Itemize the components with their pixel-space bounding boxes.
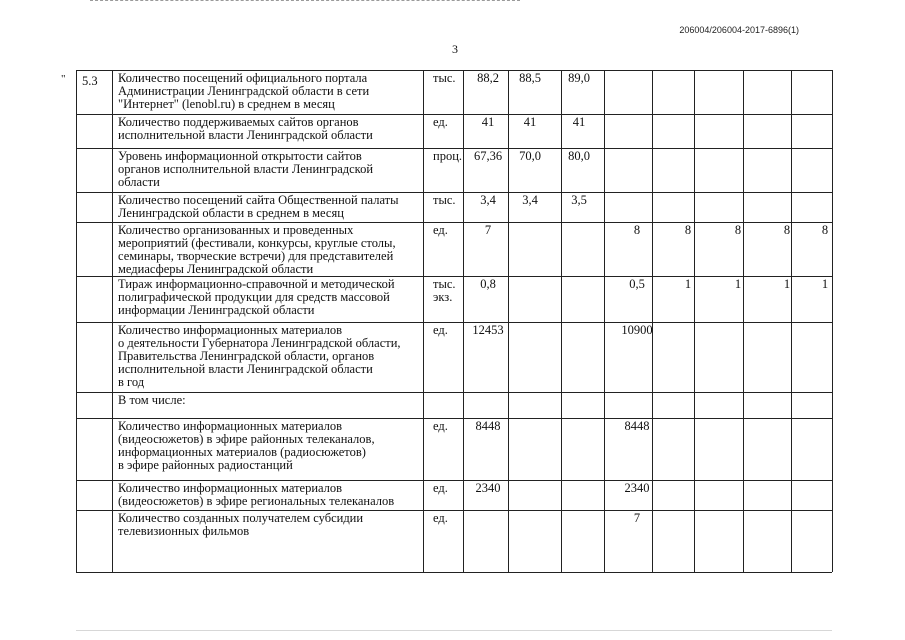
indicator-name-line: Количество информационных материалов <box>118 323 343 337</box>
indicator-name-line: о деятельности Губернатора Ленинградской области, <box>118 336 401 350</box>
quote-mark: " <box>61 73 66 85</box>
value-cell: 1 <box>783 277 791 291</box>
indicator-name-line: информации Ленинградской области <box>118 303 315 317</box>
indicator-name-line: телевизионных фильмов <box>118 524 250 538</box>
indicator-name-line: информационных материалов (радиосюжетов) <box>118 445 366 459</box>
value-cell: 41 <box>572 115 586 129</box>
row-number: 5.3 <box>82 74 98 88</box>
table-column-line <box>743 70 744 572</box>
value-cell: 88,2 <box>477 71 499 85</box>
value-cell: 41 <box>481 115 495 129</box>
indicator-name-line: исполнительной власти Ленинградской области <box>118 362 373 376</box>
indicator-name-line: "Интернет" (lenobl.ru) в среднем в месяц <box>118 97 335 111</box>
value-cell: 1 <box>684 277 692 291</box>
table-column-line <box>561 70 562 572</box>
indicator-name-line: Количество созданных получателем субсидии <box>118 511 364 525</box>
value-cell: 2340 <box>624 481 650 495</box>
table-row-line <box>76 572 832 573</box>
value-cell: 1 <box>821 277 829 291</box>
value-cell: 70,0 <box>519 149 541 163</box>
value-cell: 2340 <box>475 481 501 495</box>
unit-label: ед. <box>433 481 448 495</box>
indicator-name-line: Уровень информационной открытости сайтов <box>118 149 362 163</box>
table-column-line <box>112 70 113 572</box>
unit-label: проц. <box>433 149 463 163</box>
value-cell: 8 <box>633 223 641 237</box>
indicator-name-line: Администрации Ленинградской области в сети <box>118 84 370 98</box>
indicator-name-line: полиграфической продукции для средств массовой <box>118 290 390 304</box>
indicator-name-line: Количество посещений сайта Общественной палаты <box>118 193 399 207</box>
value-cell: 12453 <box>472 323 504 337</box>
value-cell: 89,0 <box>568 71 590 85</box>
indicator-name-line: Количество информационных материалов <box>118 481 343 495</box>
unit-label: тыс. <box>433 193 456 207</box>
indicator-name-line: в год <box>118 375 145 389</box>
value-cell: 8 <box>783 223 791 237</box>
indicator-name-line: В том числе: <box>118 393 186 407</box>
value-cell: 1 <box>734 277 742 291</box>
table-column-line <box>832 70 833 572</box>
indicator-name-line: Количество информационных материалов <box>118 419 343 433</box>
indicator-name-line: органов исполнительной власти Ленинградской <box>118 162 374 176</box>
unit-label: ед. <box>433 511 448 525</box>
scan-top-rule <box>90 0 520 1</box>
table-row-line <box>76 392 832 393</box>
value-cell: 8 <box>821 223 829 237</box>
document-id: 206004/206004-2017-6896(1) <box>679 25 799 35</box>
value-cell: 3,4 <box>480 193 496 207</box>
table-column-line <box>694 70 695 572</box>
indicator-name-line: Количество организованных и проведенных <box>118 223 354 237</box>
unit-label: ед. <box>433 115 448 129</box>
table-column-line <box>604 70 605 572</box>
unit-label: ед. <box>433 419 448 433</box>
unit-label: тыс. <box>433 71 456 85</box>
value-cell: 0,8 <box>480 277 496 291</box>
table-column-line <box>463 70 464 572</box>
table-column-line <box>652 70 653 572</box>
indicator-name-line: Правительства Ленинградской области, органов <box>118 349 375 363</box>
indicator-name-line: области <box>118 175 160 189</box>
table-column-line <box>423 70 424 572</box>
table-column-line <box>508 70 509 572</box>
indicator-name-line: исполнительной власти Ленинградской области <box>118 128 373 142</box>
unit-label: ед. <box>433 223 448 237</box>
value-cell: 67,36 <box>473 149 503 163</box>
page-number: 3 <box>452 42 458 56</box>
value-cell: 7 <box>633 511 641 525</box>
value-cell: 10900 <box>621 323 653 337</box>
value-cell: 88,5 <box>519 71 541 85</box>
unit-label: ед. <box>433 323 448 337</box>
indicator-name-line: в эфире районных радиостанций <box>118 458 293 472</box>
value-cell: 0,5 <box>629 277 645 291</box>
scan-bottom-rule <box>76 630 832 631</box>
indicator-name-line: Ленинградской области в среднем в месяц <box>118 206 344 220</box>
value-cell: 41 <box>523 115 537 129</box>
value-cell: 3,4 <box>522 193 538 207</box>
indicator-name-line: мероприятий (фестивали, конкурсы, круглые столы, <box>118 236 396 250</box>
indicator-name-line: Количество поддерживаемых сайтов органов <box>118 115 359 129</box>
value-cell: 8 <box>684 223 692 237</box>
indicator-name-line: (видеосюжетов) в эфире региональных телеканалов <box>118 494 395 508</box>
unit-label: тыс. <box>433 277 456 291</box>
value-cell: 8 <box>734 223 742 237</box>
table-column-line <box>791 70 792 572</box>
unit-label: экз. <box>433 290 453 304</box>
indicator-name-line: семинары, творческие встречи) для представителей <box>118 249 394 263</box>
value-cell: 7 <box>484 223 492 237</box>
value-cell: 3,5 <box>571 193 587 207</box>
indicator-name-line: (видеосюжетов) в эфире районных телеканалов, <box>118 432 375 446</box>
table-column-line <box>76 70 77 572</box>
value-cell: 80,0 <box>568 149 590 163</box>
indicator-name-line: Количество посещений официального портала <box>118 71 368 85</box>
value-cell: 8448 <box>475 419 501 433</box>
indicator-name-line: Тираж информационно-справочной и методической <box>118 277 395 291</box>
value-cell: 8448 <box>624 419 650 433</box>
indicator-name-line: медиасферы Ленинградской области <box>118 262 314 276</box>
